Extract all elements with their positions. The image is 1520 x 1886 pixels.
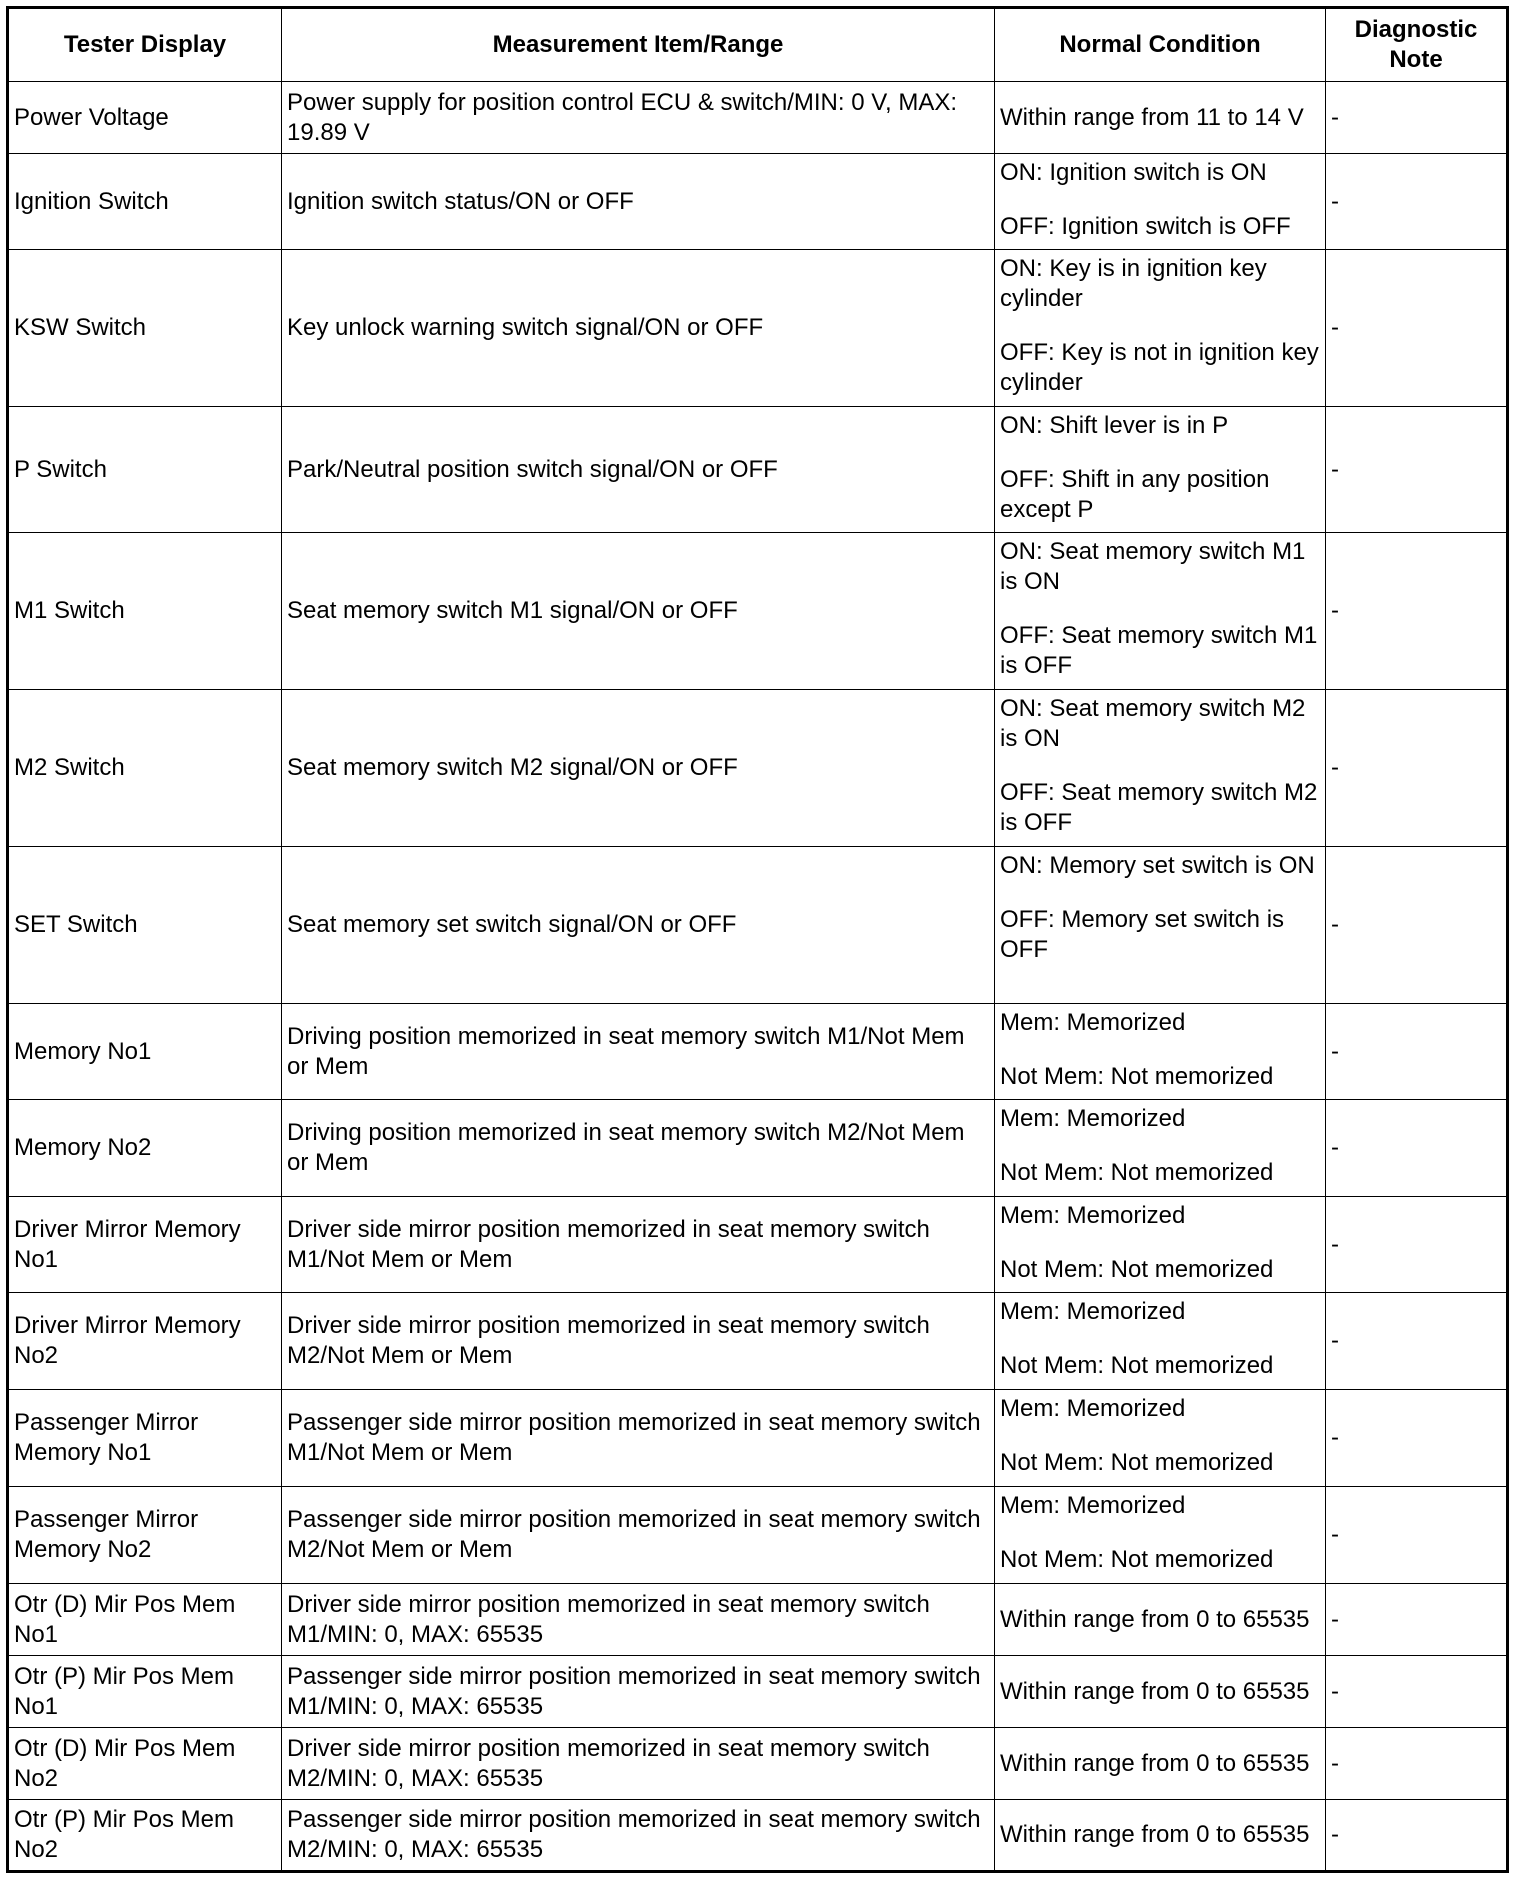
diagnostic-note-cell: - <box>1326 1100 1508 1197</box>
condition-line: Not Mem: Not memorized <box>1000 1159 1274 1186</box>
diagnostic-note-cell: - <box>1326 1728 1508 1800</box>
condition-line: Not Mem: Not memorized <box>1000 1063 1274 1090</box>
condition-line: Mem: Memorized <box>1000 1009 1186 1036</box>
diagnostic-note-cell: - <box>1326 1584 1508 1656</box>
condition-line: Mem: Memorized <box>1000 1492 1186 1519</box>
measurement-cell: Park/Neutral position switch signal/ON or OFF <box>282 407 995 533</box>
measurement-cell: Power supply for position control ECU & switch/MIN: 0 V, MAX: 19.89 V <box>282 82 995 154</box>
normal-condition-cell <box>995 82 1326 154</box>
condition-line: Within range from 11 to 14 V <box>1000 103 1304 131</box>
tester-display-cell: KSW Switch <box>8 250 282 407</box>
normal-condition-cell <box>995 1390 1326 1487</box>
condition-line: ON: Shift lever is in P <box>1000 412 1229 439</box>
tester-display-cell: Memory No2 <box>8 1100 282 1197</box>
condition-line: OFF: Seat memory switch M1 is OFF <box>1000 622 1318 679</box>
table-row <box>8 1656 1508 1728</box>
header-row <box>8 8 1508 82</box>
diagnostic-note-cell: - <box>1326 82 1508 154</box>
diagnostic-note-cell: - <box>1326 1487 1508 1584</box>
diagnostic-note-cell: - <box>1326 154 1508 250</box>
normal-condition-cell <box>995 154 1326 250</box>
tester-display-cell: Ignition Switch <box>8 154 282 250</box>
table-row <box>8 533 1508 690</box>
condition-line: Not Mem: Not memorized <box>1000 1352 1274 1379</box>
diagnostic-note-cell: - <box>1326 1004 1508 1100</box>
tester-display-cell: Otr (P) Mir Pos Mem No2 <box>8 1800 282 1872</box>
diagnostic-note-cell: - <box>1326 1197 1508 1293</box>
normal-condition-cell <box>995 1656 1326 1728</box>
table-row <box>8 154 1508 250</box>
condition-line: Within range from 0 to 65535 <box>1000 1605 1310 1633</box>
header-normal-condition: Normal Condition <box>995 8 1326 82</box>
condition-line: OFF: Seat memory switch M2 is OFF <box>1000 779 1318 836</box>
normal-condition-cell <box>995 1800 1326 1872</box>
tester-display-cell: Otr (D) Mir Pos Mem No1 <box>8 1584 282 1656</box>
condition-line: OFF: Ignition switch is OFF <box>1000 213 1291 240</box>
measurement-cell: Seat memory switch M2 signal/ON or OFF <box>282 690 995 847</box>
normal-condition-cell <box>995 1584 1326 1656</box>
table-row <box>8 847 1508 1004</box>
table-row <box>8 1004 1508 1100</box>
tester-display-cell: Driver Mirror Memory No2 <box>8 1293 282 1390</box>
condition-line: Not Mem: Not memorized <box>1000 1546 1274 1573</box>
condition-line: ON: Seat memory switch M2 is ON <box>1000 695 1306 752</box>
tester-display-cell: SET Switch <box>8 847 282 1004</box>
condition-line: Within range from 0 to 65535 <box>1000 1677 1310 1705</box>
condition-line: Within range from 0 to 65535 <box>1000 1821 1310 1848</box>
data-list-table-sheet <box>6 6 1506 1873</box>
condition-line: OFF: Memory set switch is OFF <box>1000 906 1285 963</box>
diagnostic-note-cell: - <box>1326 407 1508 533</box>
table-row <box>8 1584 1508 1656</box>
measurement-cell: Driving position memorized in seat memory switch M1/Not Mem or Mem <box>282 1004 995 1100</box>
header-diagnostic-note: Diagnostic Note <box>1326 8 1508 82</box>
normal-condition-cell <box>995 1100 1326 1197</box>
data-list-table <box>6 6 1509 1873</box>
measurement-cell: Driving position memorized in seat memory switch M2/Not Mem or Mem <box>282 1100 995 1197</box>
normal-condition-cell <box>995 250 1326 407</box>
condition-line: Within range from 0 to 65535 <box>1000 1749 1310 1777</box>
table-row <box>8 1197 1508 1293</box>
condition-line: ON: Seat memory switch M1 is ON <box>1000 538 1306 595</box>
table-row <box>8 407 1508 533</box>
tester-display-cell: Power Voltage <box>8 82 282 154</box>
table-row <box>8 1487 1508 1584</box>
tester-display-cell: P Switch <box>8 407 282 533</box>
tester-display-cell: Otr (D) Mir Pos Mem No2 <box>8 1728 282 1800</box>
measurement-cell: Ignition switch status/ON or OFF <box>282 154 995 250</box>
normal-condition-cell <box>995 1728 1326 1800</box>
condition-line: OFF: Shift in any position except P <box>1000 466 1270 523</box>
measurement-cell: Seat memory switch M1 signal/ON or OFF <box>282 533 995 690</box>
tester-display-cell: Passenger Mirror Memory No2 <box>8 1487 282 1584</box>
measurement-cell: Driver side mirror position memorized in seat memory switch M2/Not Mem or Mem <box>282 1293 995 1390</box>
measurement-cell: Driver side mirror position memorized in seat memory switch M1/MIN: 0, MAX: 65535 <box>282 1584 995 1656</box>
normal-condition-cell <box>995 407 1326 533</box>
measurement-cell: Passenger side mirror position memorized in seat memory switch M1/Not Mem or Mem <box>282 1390 995 1487</box>
condition-line: Mem: Memorized <box>1000 1298 1186 1325</box>
measurement-cell: Driver side mirror position memorized in seat memory switch M1/Not Mem or Mem <box>282 1197 995 1293</box>
condition-line: Mem: Memorized <box>1000 1395 1186 1422</box>
normal-condition-cell <box>995 1197 1326 1293</box>
table-row <box>8 250 1508 407</box>
table-row <box>8 82 1508 154</box>
normal-condition-cell <box>995 690 1326 847</box>
condition-line: ON: Memory set switch is ON <box>1000 852 1315 879</box>
table-row <box>8 1293 1508 1390</box>
measurement-cell: Seat memory set switch signal/ON or OFF <box>282 847 995 1004</box>
measurement-cell: Passenger side mirror position memorized in seat memory switch M1/MIN: 0, MAX: 65535 <box>282 1656 995 1728</box>
tester-display-cell: Driver Mirror Memory No1 <box>8 1197 282 1293</box>
measurement-cell: Passenger side mirror position memorized in seat memory switch M2/Not Mem or Mem <box>282 1487 995 1584</box>
normal-condition-cell <box>995 1293 1326 1390</box>
table-row <box>8 1100 1508 1197</box>
condition-line: ON: Ignition switch is ON <box>1000 159 1267 186</box>
measurement-cell: Key unlock warning switch signal/ON or OFF <box>282 250 995 407</box>
diagnostic-note-cell: - <box>1326 1390 1508 1487</box>
condition-line: Not Mem: Not memorized <box>1000 1449 1274 1476</box>
diagnostic-note-cell: - <box>1326 1293 1508 1390</box>
normal-condition-cell <box>995 847 1326 1004</box>
table-row <box>8 690 1508 847</box>
diagnostic-note-cell: - <box>1326 690 1508 847</box>
measurement-cell: Driver side mirror position memorized in seat memory switch M2/MIN: 0, MAX: 65535 <box>282 1728 995 1800</box>
header-measurement: Measurement Item/Range <box>282 8 995 82</box>
diagnostic-note-cell: - <box>1326 250 1508 407</box>
table-row <box>8 1390 1508 1487</box>
table-body <box>8 82 1508 1872</box>
normal-condition-cell <box>995 1004 1326 1100</box>
condition-line: Mem: Memorized <box>1000 1105 1186 1132</box>
header-tester-display: Tester Display <box>8 8 282 82</box>
diagnostic-note-cell: - <box>1326 1656 1508 1728</box>
diagnostic-note-cell: - <box>1326 533 1508 690</box>
condition-line: OFF: Key is not in ignition key cylinder <box>1000 339 1319 396</box>
table-row <box>8 1728 1508 1800</box>
condition-line: Mem: Memorized <box>1000 1202 1186 1229</box>
tester-display-cell: Memory No1 <box>8 1004 282 1100</box>
diagnostic-note-cell: - <box>1326 847 1508 1004</box>
tester-display-cell: M2 Switch <box>8 690 282 847</box>
normal-condition-cell <box>995 1487 1326 1584</box>
tester-display-cell: Otr (P) Mir Pos Mem No1 <box>8 1656 282 1728</box>
tester-display-cell: Passenger Mirror Memory No1 <box>8 1390 282 1487</box>
condition-line: Not Mem: Not memorized <box>1000 1256 1274 1283</box>
tester-display-cell: M1 Switch <box>8 533 282 690</box>
condition-line: ON: Key is in ignition key cylinder <box>1000 255 1267 312</box>
measurement-cell: Passenger side mirror position memorized in seat memory switch M2/MIN: 0, MAX: 65535 <box>282 1800 995 1872</box>
normal-condition-cell <box>995 533 1326 690</box>
diagnostic-note-cell: - <box>1326 1800 1508 1872</box>
table-row <box>8 1800 1508 1872</box>
